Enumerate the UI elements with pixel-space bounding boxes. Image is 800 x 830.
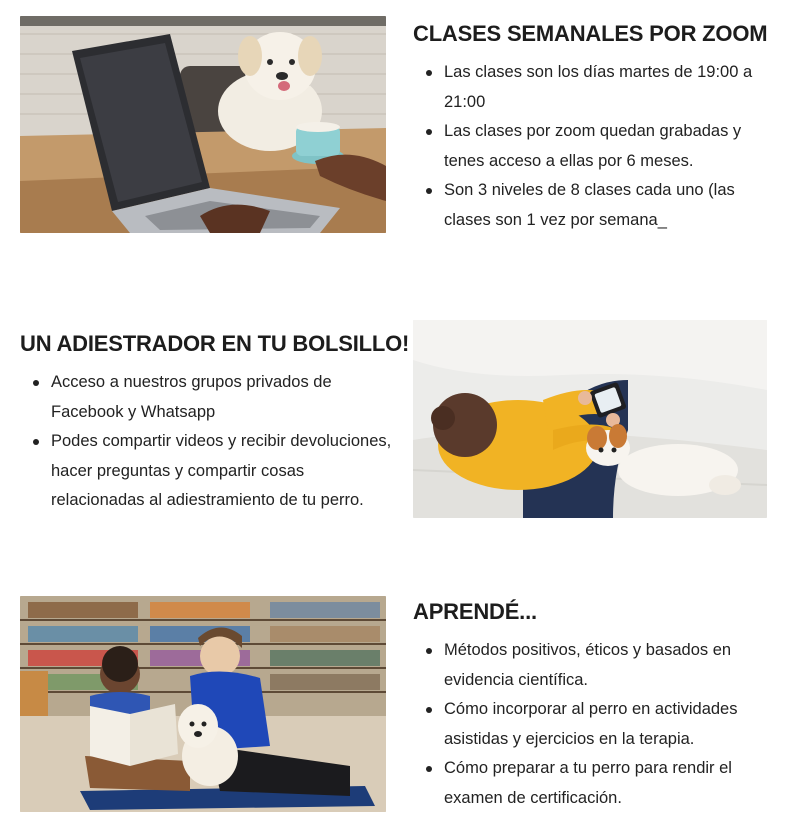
list-item: Son 3 niveles de 8 clases cada uno (las clases son 1 vez por semana_ [413, 176, 783, 235]
bullet-list [413, 636, 783, 813]
trainer-pocket-text [20, 330, 410, 516]
list-item: Cómo preparar a tu perro para rendir el examen de certificación. [413, 754, 783, 813]
learn-text [413, 598, 783, 813]
bullet-list [413, 58, 783, 235]
section-heading: APRENDÉ... [413, 599, 537, 624]
section-learn [0, 580, 800, 830]
list-item: Cómo incorporar al perro en actividades asistidas y ejercicios en la terapia. [413, 695, 783, 754]
dog-laptop-photo [20, 16, 386, 233]
child-reading-dog-photo [20, 596, 386, 812]
list-item: Acceso a nuestros grupos privados de Facebook y Whatsapp [20, 368, 395, 427]
list-item: Las clases por zoom quedan grabadas y tenes acceso a ellas por 6 meses. [413, 117, 783, 176]
section-heading: CLASES SEMANALES POR ZOOM [413, 21, 768, 46]
zoom-classes-text [413, 20, 783, 235]
section-trainer-pocket [0, 300, 800, 540]
list-item: Las clases son los días martes de 19:00 a 21:00 [413, 58, 783, 117]
list-item: Podes compartir videos y recibir devoluciones, hacer preguntas y compartir cosas relacionadas al adiestramiento de tu perro. [20, 427, 395, 516]
bullet-list [20, 368, 395, 516]
woman-phone-dog-photo [413, 320, 767, 518]
section-zoom-classes [0, 0, 800, 260]
section-heading: UN ADIESTRADOR EN TU BOLSILLO! [20, 331, 410, 356]
list-item: Métodos positivos, éticos y basados en evidencia científica. [413, 636, 783, 695]
